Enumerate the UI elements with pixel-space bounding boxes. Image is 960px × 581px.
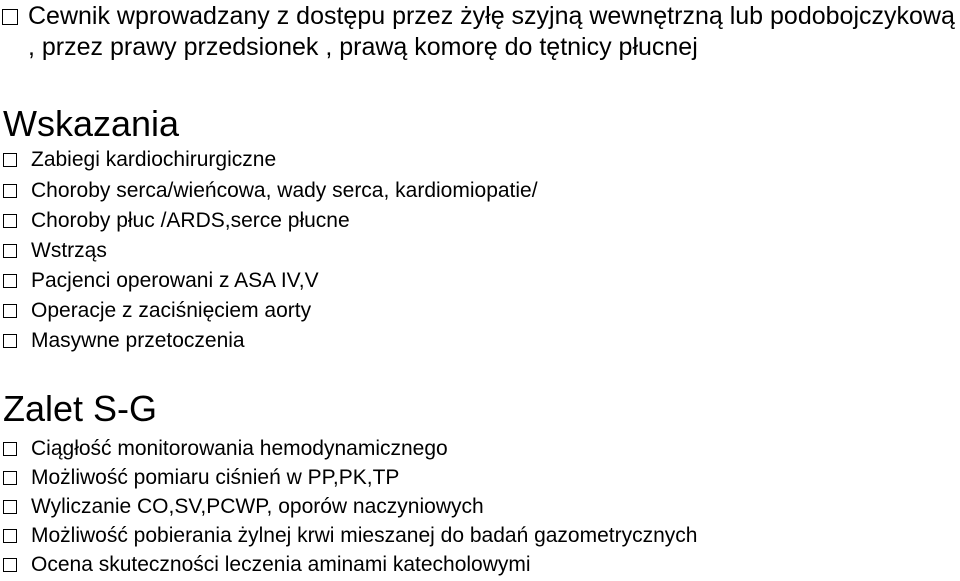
indications-heading: Wskazania: [3, 103, 180, 144]
hollow-square-bullet-icon: [3, 274, 17, 288]
advantage-item-text: Ocena skuteczności leczenia aminami katecholowymi: [31, 553, 531, 576]
indication-item-text: Masywne przetoczenia: [31, 329, 245, 352]
indication-item: [0, 238, 107, 264]
advantage-item: [0, 523, 697, 549]
indication-item: [0, 298, 311, 324]
advantage-item-text: Wyliczanie CO,SV,PCWP, oporów naczyniowych: [31, 495, 484, 518]
hollow-square-bullet-icon: [3, 442, 17, 456]
indication-item-text: Choroby serca/wieńcowa, wady serca, kardiomiopatie/: [31, 179, 538, 202]
indication-item-text: Choroby płuc /ARDS,serce płucne: [31, 209, 350, 232]
advantage-item-text: Możliwość pomiaru ciśnień w PP,PK,TP: [31, 466, 400, 489]
hollow-square-bullet-icon: [2, 9, 18, 25]
indication-item-text: Operacje z zaciśnięciem aorty: [31, 299, 312, 322]
hollow-square-bullet-icon: [3, 500, 17, 514]
hollow-square-bullet-icon: [3, 304, 17, 318]
indication-item: [0, 268, 319, 294]
indication-item: [0, 147, 276, 173]
advantages-heading: Zalet S-G: [3, 388, 158, 429]
advantage-item: [0, 436, 448, 462]
hollow-square-bullet-icon: [3, 558, 17, 572]
intro-bullet: [0, 1, 958, 63]
indication-item: [0, 208, 350, 234]
hollow-square-bullet-icon: [3, 334, 17, 348]
hollow-square-bullet-icon: [3, 529, 17, 543]
indication-item: [0, 328, 245, 354]
hollow-square-bullet-icon: [3, 153, 17, 167]
hollow-square-bullet-icon: [3, 184, 17, 198]
hollow-square-bullet-icon: [3, 471, 17, 485]
advantage-item: [0, 552, 531, 578]
hollow-square-bullet-icon: [3, 214, 17, 228]
hollow-square-bullet-icon: [3, 244, 17, 258]
indication-item-text: Pacjenci operowani z ASA IV,V: [31, 269, 319, 292]
advantage-item: [0, 494, 484, 520]
indication-item-text: Wstrząs: [31, 239, 107, 262]
advantage-item: [0, 465, 399, 491]
advantage-item-text: Możliwość pobierania żylnej krwi mieszanej do badań gazometrycznych: [31, 524, 698, 547]
intro-text: Cewnik wprowadzany z dostępu przez żyłę szyjną wewnętrzną lub podobojczykową , przez prawy przedsionek , prawą komorę do tętnicy płucnej: [28, 2, 955, 61]
indication-item: [0, 178, 538, 204]
indication-item-text: Zabiegi kardiochirurgiczne: [31, 148, 277, 171]
advantage-item-text: Ciągłość monitorowania hemodynamicznego: [31, 437, 448, 460]
